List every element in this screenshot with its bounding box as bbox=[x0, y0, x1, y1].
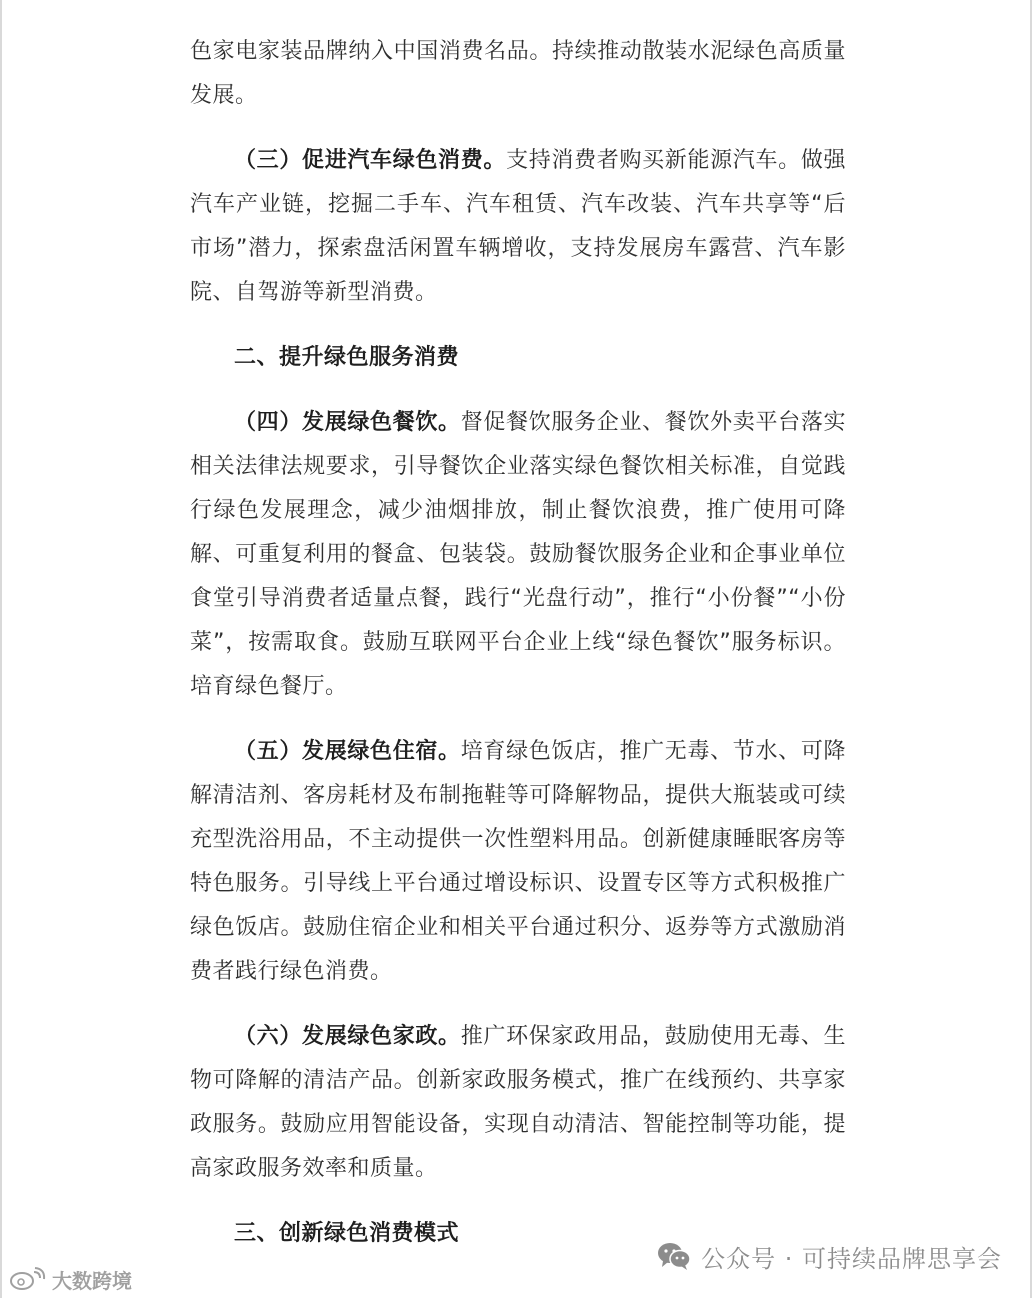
section-heading-consumption-model: 三、创新绿色消费模式 bbox=[234, 1221, 460, 1246]
paragraph-continuation: 色家电家装品牌纳入中国消费名品。持续推动散装水泥绿色高质量发展。 bbox=[190, 39, 846, 108]
paragraph-green-catering bbox=[190, 401, 846, 709]
paragraph-green-housekeeping bbox=[190, 1015, 846, 1191]
document-page bbox=[190, 30, 846, 1256]
page-edge-left bbox=[0, 0, 2, 1298]
weibo-account-label: 大数跨境 bbox=[52, 1268, 132, 1293]
paragraph-body: 培育绿色饭店，推广无毒、节水、可降解清洁剂、客房耗材及布制拖鞋等可降解物品，提供大瓶装或可续充型洗浴用品，不主动提供一次性塑料用品。创新健康睡眠客房等特色服务。引导线上平台通过增设标识、设置专区等方式积极推广绿色饭店。鼓励住宿企业和相关平台通过积分、返券等方式激励消费者践行绿色消费。 bbox=[190, 739, 846, 984]
paragraph-lead: （六）发展绿色家政。 bbox=[234, 1024, 461, 1049]
paragraph-auto-consumption bbox=[190, 139, 846, 315]
paragraph-lead: （五）发展绿色住宿。 bbox=[234, 739, 461, 764]
paragraph-body: 支持消费者购买新能源汽车。做强汽车产业链，挖掘二手车、汽车租赁、汽车改装、汽车共享等“后市场”潜力，探索盘活闲置车辆增收，支持发展房车露营、汽车影院、自驾游等新型消费。 bbox=[190, 148, 846, 305]
paragraph-body: 推广环保家政用品，鼓励使用无毒、生物可降解的清洁产品。创新家政服务模式，推广在线预约、共享家政服务。鼓励应用智能设备，实现自动清洁、智能控制等功能，提高家政服务效率和质量。 bbox=[190, 1024, 846, 1181]
wechat-account-label: 公众号 · 可持续品牌思享会 bbox=[701, 1244, 1002, 1273]
paragraph-lead: （三）促进汽车绿色消费。 bbox=[234, 148, 507, 173]
section-heading-green-services: 二、提升绿色服务消费 bbox=[234, 345, 460, 370]
paragraph-green-lodging bbox=[190, 730, 846, 994]
wechat-icon bbox=[657, 1241, 691, 1271]
weibo-watermark bbox=[8, 1262, 132, 1296]
paragraph-body: 督促餐饮服务企业、餐饮外卖平台落实相关法律法规要求，引导餐饮企业落实绿色餐饮相关标准，自觉践行绿色发展理念，减少油烟排放，制止餐饮浪费，推广使用可降解、可重复利用的餐盒、包装袋。鼓励餐饮服务企业和企事业单位食堂引导消费者适量点餐，践行“光盘行动”，推行“小份餐”“小份菜”，按需取食。鼓励互联网平台企业上线“绿色餐饮”服务标识。培育绿色餐厅。 bbox=[190, 410, 846, 699]
wechat-watermark bbox=[657, 1236, 1002, 1276]
paragraph-lead: （四）发展绿色餐饮。 bbox=[234, 410, 461, 435]
weibo-icon bbox=[8, 1266, 48, 1292]
